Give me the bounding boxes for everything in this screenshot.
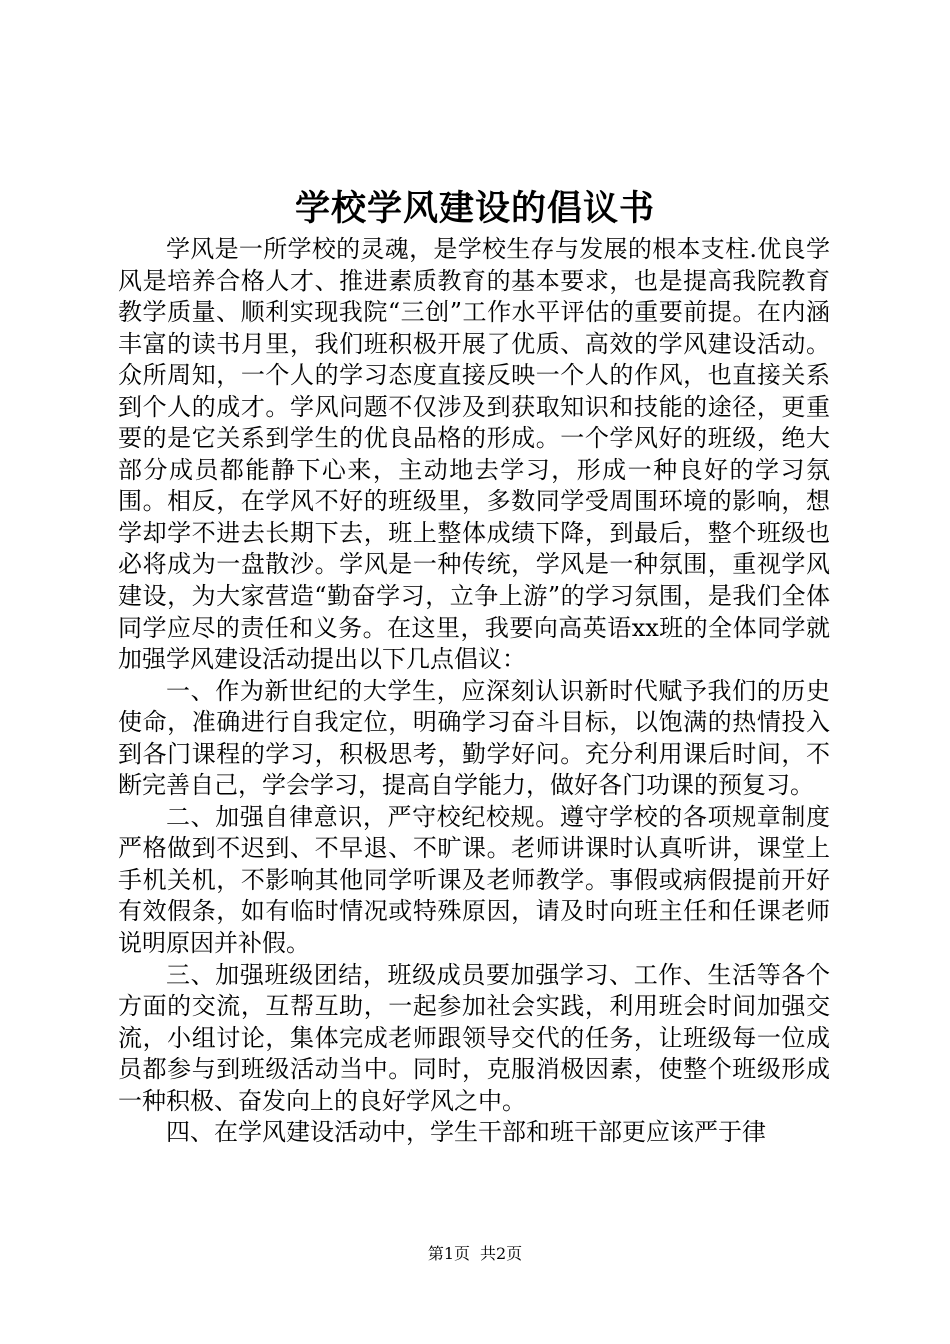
paragraph-proposal-4: 四、在学风建设活动中，学生干部和班干部更应该严于律	[166, 1118, 766, 1147]
page-footer	[0, 1242, 950, 1266]
paragraph-proposal-2: 二、加强自律意识，严守校纪校规。遵守学校的各项规章制度严格做到不迟到、不早退、不旷课。老师讲课时认真听讲，课堂上手机关机，不影响其他同学听课及老师教学。事假或病假提前开好有效假条，如有临时情况或特殊原因，请及时向班主任和任课老师说明原因并补假。	[118, 802, 830, 958]
paragraph-proposal-3: 三、加强班级团结，班级成员要加强学习、工作、生活等各个方面的交流，互帮互助，一起参加社会实践，利用班会时间加强交流，小组讨论，集体完成老师跟领导交代的任务，让班级每一位成员都参与到班级活动当中。同时，克服消极因素，使整个班级形成一种积极、奋发向上的良好学风之中。	[118, 960, 830, 1115]
page-total: 共2页	[480, 1244, 523, 1263]
paragraph-intro: 学风是一所学校的灵魂，是学校生存与发展的根本支柱.优良学风是培养合格人才、推进素质教育的基本要求，也是提高我院教育教学质量、顺利实现我院“三创”工作水平评估的重要前提。在内涵丰富的读书月里，我们班积极开展了优质、高效的学风建设活动。众所周知，一个人的学习态度直接反映一个人的作风，也直接关系到个人的成才。学风问题不仅涉及到获取知识和技能的途径，更重要的是它关系到学生的优良品格的形成。一个学风好的班级，绝大部分成员都能静下心来，主动地去学习，形成一种良好的学习氛围。相反，在学风不好的班级里，多数同学受周围环境的影响，想学却学不进去长期下去，班上整体成绩下降，到最后，整个班级也必将成为一盘散沙。学风是一种传统，学风是一种氛围，重视学风建设，为大家营造“勤奋学习，立争上游”的学习氛围，是我们全体同学应尽的责任和义务。在这里，我要向高英语xx班的全体同学就加强学风建设活动提出以下几点倡议：	[118, 235, 830, 674]
paragraph-proposal-1: 一、作为新世纪的大学生，应深刻认识新时代赋予我们的历史使命，准确进行自我定位，明确学习奋斗目标，以饱满的热情投入到各门课程的学习，积极思考，勤学好问。充分利用课后时间，不断完善自己，学会学习，提高自学能力，做好各门功课的预复习。	[118, 676, 830, 800]
page-number: 第1页	[427, 1244, 470, 1263]
document-body	[118, 234, 830, 1149]
document-title: 学校学风建设的倡议书	[294, 188, 655, 229]
